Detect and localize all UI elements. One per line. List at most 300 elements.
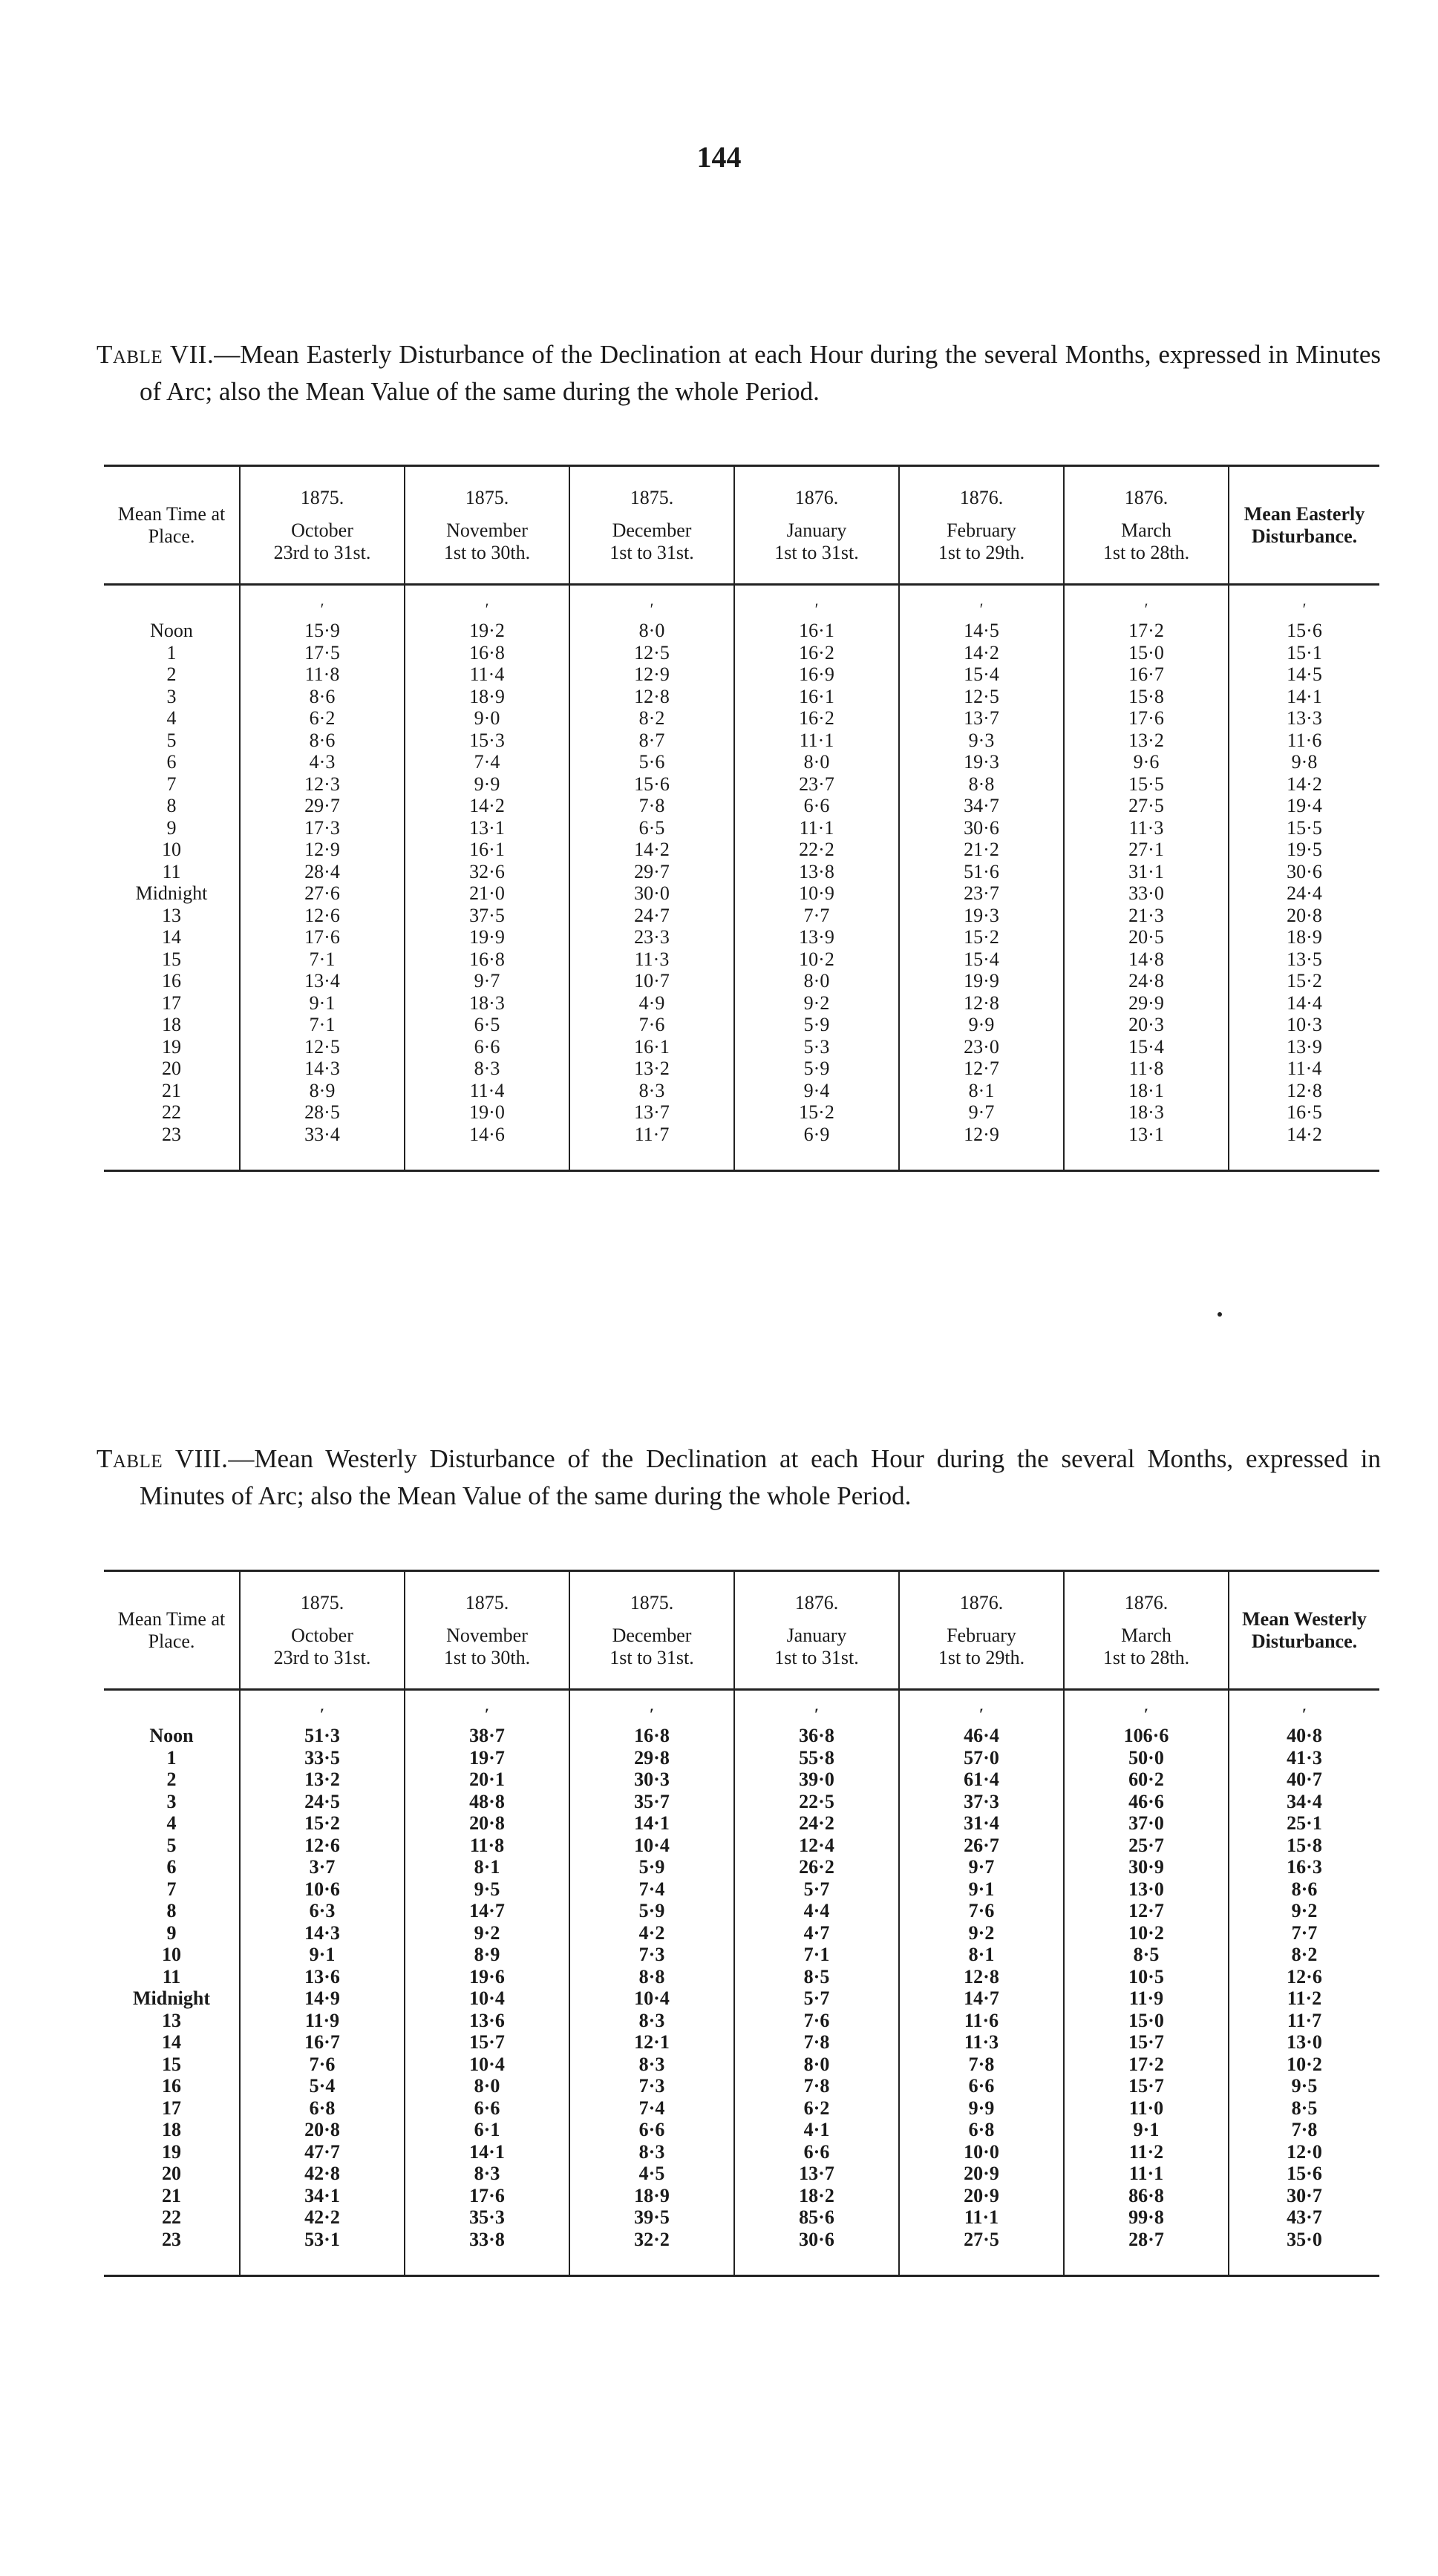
value-cell: 11·6 [899,2010,1064,2032]
value-cell: 11·1 [734,730,899,752]
value-cell: 57·0 [899,1747,1064,1769]
value-cell: 15·4 [1064,1036,1229,1058]
value-cell: 14·2 [899,642,1064,664]
value-cell: 30·6 [734,2229,899,2276]
hour-cell: 14 [162,2031,181,2054]
column-date-range: 1st to 31st. [609,1646,694,1668]
value-cell: 9·7 [899,1101,1064,1124]
value-cell: 9·4 [734,1080,899,1102]
value-cell: 3·7 [240,1856,405,1878]
mean-value-cell: 13·3 [1229,707,1379,730]
value-cell: 15·0 [1064,642,1229,664]
unit-mark: ′ [1229,1690,1379,1725]
value-cell: 46·6 [1064,1791,1229,1813]
value-cell: 10·2 [1064,1922,1229,1944]
value-cell: 22·5 [734,1791,899,1813]
value-cell: 10·6 [240,1878,405,1901]
mean-value-cell: 12·6 [1229,1966,1379,1988]
value-cell: 16·1 [734,620,899,642]
hour-cell: 3 [166,685,177,707]
table-row [104,1812,1379,1835]
value-cell: 10·4 [569,1987,734,2010]
value-cell: 8·3 [569,2054,734,2076]
value-cell: 14·5 [899,620,1064,642]
value-cell: 51·3 [240,1725,405,1747]
unit-cell-blank [104,585,240,620]
hour-cell: 18 [162,1014,181,1036]
column-date-range: 1st to 30th. [443,1646,531,1668]
month-column-header [1064,1571,1229,1690]
table-row [104,1944,1379,1966]
value-cell: 23·7 [734,773,899,796]
value-cell: 34·1 [240,2185,405,2207]
value-cell: 20·9 [899,2163,1064,2185]
value-cell: 17·3 [240,817,405,839]
table-row [104,2206,1379,2229]
value-cell: 28·7 [1064,2229,1229,2276]
unit-row [104,1690,1379,1725]
value-cell: 86·8 [1064,2185,1229,2207]
value-cell: 12·9 [240,839,405,861]
month-column-header [240,466,405,585]
value-cell: 8·1 [899,1080,1064,1102]
hour-cell: 20 [162,1058,181,1080]
value-cell: 12·9 [569,663,734,686]
value-cell: 11·8 [1064,1058,1229,1080]
value-cell: 12·6 [240,905,405,927]
hour-cell: 8 [166,1900,177,1922]
value-cell: 9·1 [240,1944,405,1966]
value-cell: 12·5 [240,1036,405,1058]
value-cell: 20·3 [1064,1014,1229,1036]
value-cell: 18·2 [734,2185,899,2207]
value-cell: 4·4 [734,1900,899,1922]
value-cell: 4·7 [734,1922,899,1944]
table-row [104,2031,1379,2054]
hour-cell: 23 [104,1124,240,1171]
table-row [104,1080,1379,1102]
value-cell: 17·2 [1064,620,1229,642]
value-cell: 7·1 [240,948,405,971]
mean-value-cell: 9·8 [1229,751,1379,773]
column-date-range: 1st to 30th. [443,541,531,563]
value-cell: 10·0 [899,2141,1064,2163]
value-cell: 13·7 [569,1101,734,1124]
value-cell: 33·8 [405,2229,569,2276]
column-year: 1876. [794,1591,839,1613]
column-year: 1875. [465,1591,509,1613]
unit-mark: ′ [899,1690,1064,1725]
value-cell: 16·7 [240,2031,405,2054]
hour-cell: 20 [162,2163,181,2185]
table-row [104,1900,1379,1922]
table-row [104,1124,1379,1171]
table-row [104,773,1379,796]
value-cell: 11·0 [1064,2097,1229,2120]
table-row [104,1835,1379,1857]
hour-cell: 1 [166,1746,177,1769]
value-cell: 16·8 [405,948,569,971]
month-column-header [734,1571,899,1690]
value-cell: 50·0 [1064,1747,1229,1769]
value-cell: 8·2 [569,707,734,730]
value-cell: 35·7 [569,1791,734,1813]
mean-value-cell: 18·9 [1229,926,1379,948]
mean-value-cell: 16·5 [1229,1101,1379,1124]
value-cell: 16·8 [405,642,569,664]
value-cell: 6·2 [240,707,405,730]
value-cell: 9·9 [405,773,569,796]
value-cell: 7·4 [569,2097,734,2120]
value-cell: 8·5 [1064,1944,1229,1966]
value-cell: 8·3 [569,2010,734,2032]
value-cell: 23·3 [569,926,734,948]
mean-value-cell: 16·3 [1229,1856,1379,1878]
table-row [104,839,1379,861]
mean-value-cell: 8·6 [1229,1878,1379,1901]
hour-cell: 10 [162,1944,181,1966]
value-cell: 13·7 [734,2163,899,2185]
mean-value-cell: 14·5 [1229,663,1379,686]
hour-cell: 8 [166,795,177,817]
value-cell: 6·5 [405,1014,569,1036]
value-cell: 8·1 [899,1944,1064,1966]
table-row [104,1878,1379,1901]
hour-column-header: Mean Time at Place. [104,1571,240,1690]
value-cell: 21·0 [405,882,569,905]
table-viii [104,1570,1379,2277]
value-cell: 60·2 [1064,1769,1229,1791]
mean-value-cell: 15·5 [1229,817,1379,839]
value-cell: 8·9 [240,1080,405,1102]
column-month: October [291,519,353,541]
mean-value-cell: 11·2 [1229,1987,1379,2010]
value-cell: 6·2 [734,2097,899,2120]
value-cell: 8·6 [240,730,405,752]
mean-value-cell: 13·0 [1229,2031,1379,2054]
value-cell: 8·3 [569,1080,734,1102]
value-cell: 11·4 [405,663,569,686]
hour-cell: 7 [166,773,177,795]
mean-value-cell: 41·3 [1229,1747,1379,1769]
value-cell: 16·2 [734,707,899,730]
table-vii-caption-label: Table VII. [97,340,215,369]
hour-cell: 5 [166,729,177,751]
value-cell: 13·8 [734,861,899,883]
value-cell: 32·2 [569,2229,734,2276]
value-cell: 12·8 [899,992,1064,1015]
value-cell: 36·8 [734,1725,899,1747]
value-cell: 20·8 [240,2119,405,2141]
value-cell: 33·5 [240,1747,405,1769]
value-cell: 19·3 [899,751,1064,773]
value-cell: 24·2 [734,1812,899,1835]
hour-cell: 19 [162,2140,181,2163]
table-row [104,686,1379,708]
column-month: November [446,519,528,541]
value-cell: 9·7 [405,970,569,992]
mean-value-cell: 15·6 [1229,620,1379,642]
value-cell: 6·6 [405,2097,569,2120]
value-cell: 10·9 [734,882,899,905]
mean-value-cell: 9·2 [1229,1900,1379,1922]
value-cell: 5·9 [569,1856,734,1878]
hour-cell: 21 [162,2184,181,2206]
value-cell: 12·3 [240,773,405,796]
mean-value-cell: 7·7 [1229,1922,1379,1944]
unit-mark: ′ [1229,585,1379,620]
value-cell: 12·7 [899,1058,1064,1080]
value-cell: 7·4 [569,1878,734,1901]
value-cell: 15·6 [569,773,734,796]
value-cell: 14·7 [405,1900,569,1922]
value-cell: 15·0 [1064,2010,1229,2032]
value-cell: 42·8 [240,2163,405,2185]
value-cell: 11·4 [405,1080,569,1102]
value-cell: 11·9 [240,2010,405,2032]
table-vii-caption [97,336,1381,410]
value-cell: 9·0 [405,707,569,730]
unit-mark: ′ [405,585,569,620]
value-cell: 16·9 [734,663,899,686]
value-cell: 6·3 [240,1900,405,1922]
value-cell: 10·5 [1064,1966,1229,1988]
value-cell: 15·3 [405,730,569,752]
hour-cell: Noon [150,620,193,642]
value-cell: 27·5 [899,2229,1064,2276]
value-cell: 6·6 [569,2119,734,2141]
month-column-header [899,466,1064,585]
value-cell: 9·6 [1064,751,1229,773]
hour-cell: 16 [162,970,181,992]
value-cell: 15·7 [1064,2031,1229,2054]
value-cell: 25·7 [1064,1835,1229,1857]
column-year: 1875. [465,486,509,508]
value-cell: 29·9 [1064,992,1229,1015]
mean-value-cell: 15·1 [1229,642,1379,664]
value-cell: 99·8 [1064,2206,1229,2229]
value-cell: 13·1 [1064,1124,1229,1171]
mean-value-cell: 30·7 [1229,2185,1379,2207]
value-cell: 32·6 [405,861,569,883]
month-column-header [405,466,569,585]
value-cell: 4·5 [569,2163,734,2185]
unit-mark: ′ [734,1690,899,1725]
table-row [104,1856,1379,1878]
value-cell: 30·0 [569,882,734,905]
hour-cell: 4 [166,1812,177,1835]
table-row [104,751,1379,773]
value-cell: 13·4 [240,970,405,992]
value-cell: 13·6 [240,1966,405,1988]
month-column-header [899,1571,1064,1690]
column-year: 1875. [630,486,674,508]
print-speck [1218,1312,1222,1317]
value-cell: 11·1 [734,817,899,839]
value-cell: 18·9 [569,2185,734,2207]
value-cell: 37·5 [405,905,569,927]
value-cell: 17·5 [240,642,405,664]
value-cell: 5·9 [734,1014,899,1036]
value-cell: 13·6 [405,2010,569,2032]
value-cell: 11·2 [1064,2141,1229,2163]
value-cell: 12·6 [240,1835,405,1857]
value-cell: 11·9 [1064,1987,1229,2010]
value-cell: 9·2 [899,1922,1064,1944]
table-row [104,992,1379,1015]
table-row [104,2075,1379,2097]
value-cell: 8·8 [899,773,1064,796]
value-cell: 29·7 [569,861,734,883]
value-cell: 7·8 [734,2031,899,2054]
table-row [104,2229,1379,2276]
value-cell: 27·5 [1064,795,1229,817]
hour-column-header: Mean Time at Place. [104,466,240,585]
mean-value-cell: 8·5 [1229,2097,1379,2120]
mean-value-cell: 34·4 [1229,1791,1379,1813]
value-cell: 11·7 [569,1124,734,1171]
value-cell: 8·3 [405,1058,569,1080]
mean-value-cell: 14·4 [1229,992,1379,1015]
value-cell: 14·9 [240,1987,405,2010]
unit-mark: ′ [569,585,734,620]
table-row [104,926,1379,948]
hour-cell: 17 [162,2097,181,2119]
value-cell: 21·3 [1064,905,1229,927]
value-cell: 15·4 [899,663,1064,686]
value-cell: 7·6 [899,1900,1064,1922]
value-cell: 6·1 [405,2119,569,2141]
table-row [104,905,1379,927]
value-cell: 15·7 [1064,2075,1229,2097]
mean-value-cell: 10·2 [1229,2054,1379,2076]
value-cell: 8·9 [405,1944,569,1966]
value-cell: 6·6 [899,2075,1064,2097]
column-date-range: 1st to 31st. [774,1646,859,1668]
value-cell: 20·5 [1064,926,1229,948]
value-cell: 12·9 [899,1124,1064,1171]
value-cell: 23·0 [899,1036,1064,1058]
hour-cell: 18 [162,2119,181,2141]
value-cell: 39·0 [734,1769,899,1791]
value-cell: 6·8 [240,2097,405,2120]
column-date-range: 1st to 28th. [1102,541,1190,563]
mean-value-cell: 12·0 [1229,2141,1379,2163]
column-date-range: 1st to 28th. [1102,1646,1190,1668]
value-cell: 15·9 [240,620,405,642]
value-cell: 16·1 [734,686,899,708]
table-row [104,1058,1379,1080]
value-cell: 106·6 [1064,1725,1229,1747]
mean-value-cell: 14·1 [1229,686,1379,708]
value-cell: 12·8 [899,1966,1064,1988]
mean-value-cell: 14·2 [1229,1124,1379,1171]
value-cell: 8·3 [405,2163,569,2185]
value-cell: 33·4 [240,1124,405,1171]
hour-cell: 13 [162,904,181,926]
column-month: February [947,519,1016,541]
value-cell: 21·2 [899,839,1064,861]
month-column-header [569,466,734,585]
value-cell: 14·2 [405,795,569,817]
column-year: 1876. [1124,486,1169,508]
value-cell: 7·3 [569,2075,734,2097]
table-row [104,2185,1379,2207]
unit-mark: ′ [240,1690,405,1725]
value-cell: 16·7 [1064,663,1229,686]
value-cell: 14·3 [240,1058,405,1080]
table-row [104,1725,1379,1747]
value-cell: 14·3 [240,1922,405,1944]
mean-value-cell: 43·7 [1229,2206,1379,2229]
unit-mark: ′ [899,585,1064,620]
month-column-header [734,466,899,585]
column-year: 1876. [959,486,1004,508]
value-cell: 19·9 [899,970,1064,992]
mean-value-cell: 11·6 [1229,730,1379,752]
value-cell: 11·8 [240,663,405,686]
table-row [104,642,1379,664]
value-cell: 15·4 [899,948,1064,971]
value-cell: 20·9 [899,2185,1064,2207]
column-date-range: 1st to 29th. [938,541,1025,563]
hour-cell: 9 [166,1921,177,1944]
value-cell: 61·4 [899,1769,1064,1791]
month-column-header [569,1571,734,1690]
value-cell: 20·8 [405,1812,569,1835]
value-cell: 19·7 [405,1747,569,1769]
table-row [104,1987,1379,2010]
table-row [104,1966,1379,1988]
value-cell: 13·2 [240,1769,405,1791]
column-date-range: 1st to 31st. [774,541,859,563]
value-cell: 13·9 [734,926,899,948]
table-row [104,1922,1379,1944]
value-cell: 10·4 [405,2054,569,2076]
value-cell: 12·5 [899,686,1064,708]
value-cell: 9·9 [899,1014,1064,1036]
mean-value-cell: 24·4 [1229,882,1379,905]
column-month: February [947,1624,1016,1646]
value-cell: 48·8 [405,1791,569,1813]
value-cell: 4·2 [569,1922,734,1944]
value-cell: 10·7 [569,970,734,992]
value-cell: 19·9 [405,926,569,948]
unit-mark: ′ [1064,1690,1229,1725]
value-cell: 8·0 [734,751,899,773]
value-cell: 17·6 [405,2185,569,2207]
value-cell: 15·5 [1064,773,1229,796]
value-cell: 7·6 [569,1014,734,1036]
value-cell: 26·7 [899,1835,1064,1857]
table-row [104,2163,1379,2185]
value-cell: 27·6 [240,882,405,905]
unit-cell-blank [104,1690,240,1725]
table-row [104,970,1379,992]
unit-mark: ′ [405,1690,569,1725]
value-cell: 85·6 [734,2206,899,2229]
value-cell: 31·4 [899,1812,1064,1835]
table-row [104,730,1379,752]
mean-value-cell: 7·8 [1229,2119,1379,2141]
hour-cell: Midnight [132,1987,211,2010]
hour-cell: 9 [166,816,177,839]
value-cell: 9·7 [899,1856,1064,1878]
value-cell: 5·4 [240,2075,405,2097]
column-year: 1875. [630,1591,674,1613]
value-cell: 11·8 [405,1835,569,1857]
value-cell: 30·6 [899,817,1064,839]
